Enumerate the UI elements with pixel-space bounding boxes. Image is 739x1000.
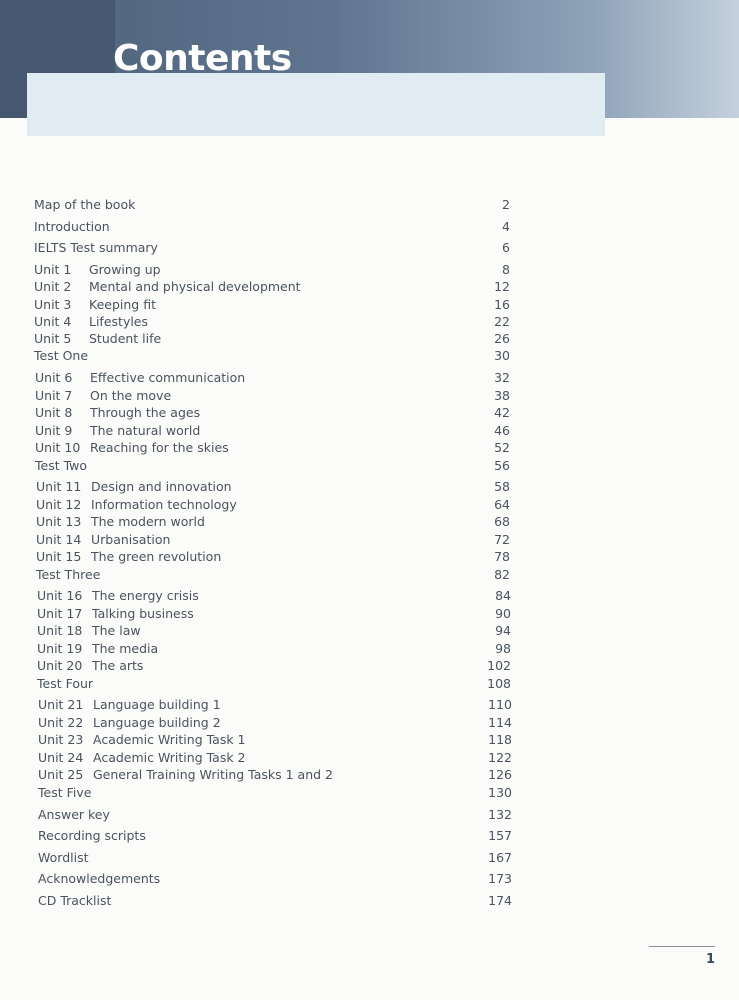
toc-unit-title: Student life [89, 331, 162, 346]
toc-entry [38, 714, 512, 732]
toc-page-number: 2 [502, 197, 510, 212]
toc-entry [38, 892, 512, 910]
toc-unit-title: The media [92, 641, 159, 656]
toc-unit-title: Mental and physical development [89, 279, 301, 294]
page-title: Contents [113, 38, 292, 79]
toc-page-number: 30 [494, 348, 510, 363]
toc-entry [35, 387, 510, 405]
toc-unit-number: Unit 23 [38, 732, 84, 747]
toc-unit-number: Unit 14 [36, 532, 82, 547]
toc-entry [34, 330, 510, 348]
toc-entry [37, 622, 511, 640]
toc-page-number: 157 [488, 828, 512, 843]
toc-unit-title: The energy crisis [92, 588, 199, 603]
toc-section-title: Test Four [37, 676, 94, 691]
toc-unit-number: Unit 25 [38, 767, 84, 782]
toc-entry [34, 347, 510, 365]
toc-entry [37, 657, 511, 675]
toc-entry [38, 696, 512, 714]
toc-unit-number: Unit 16 [37, 588, 83, 603]
toc-unit-title: Academic Writing Task 2 [93, 750, 246, 765]
toc-entry [38, 766, 512, 784]
footer-rule [649, 946, 715, 947]
toc-page-number: 26 [494, 331, 510, 346]
toc-page-number: 52 [494, 440, 510, 455]
toc-entry [38, 806, 512, 824]
toc-page-number: 68 [494, 514, 510, 529]
toc-entry [35, 369, 510, 387]
toc-section-title: Test Three [36, 567, 101, 582]
toc-unit-number: Unit 20 [37, 658, 83, 673]
toc-entry [35, 422, 510, 440]
toc-unit-title: Effective communication [90, 370, 246, 385]
toc-unit-number: Unit 18 [37, 623, 83, 638]
toc-entry [37, 605, 511, 623]
toc-unit-title: The green revolution [91, 549, 222, 564]
toc-unit-number: Unit 3 [34, 297, 72, 312]
toc-entry [34, 196, 510, 214]
toc-unit-title: Academic Writing Task 1 [93, 732, 246, 747]
page-number: 1 [706, 952, 716, 967]
toc-page-number: 4 [502, 219, 510, 234]
toc-section-title: Answer key [38, 807, 110, 822]
toc-page-number: 58 [494, 479, 510, 494]
toc-unit-title: The arts [92, 658, 144, 673]
toc-page-number: 72 [494, 532, 510, 547]
toc-unit-number: Unit 7 [35, 388, 73, 403]
toc-unit-number: Unit 2 [34, 279, 72, 294]
toc-entry [34, 218, 510, 236]
toc-page-number: 174 [488, 893, 512, 908]
toc-unit-number: Unit 11 [36, 479, 82, 494]
toc-unit-number: Unit 13 [36, 514, 82, 529]
toc-page-number: 118 [488, 732, 512, 747]
toc-entry [38, 849, 512, 867]
toc-page-number: 98 [495, 641, 511, 656]
toc-entry [36, 548, 510, 566]
toc-entry [38, 749, 512, 767]
toc-section-title: Acknowledgements [38, 871, 161, 886]
toc-section-title: Recording scripts [38, 828, 146, 843]
toc-entry [38, 784, 512, 802]
toc-unit-number: Unit 21 [38, 697, 84, 712]
toc-entry [38, 870, 512, 888]
toc-page-number: 22 [494, 314, 510, 329]
toc-section-title: Introduction [34, 219, 110, 234]
toc-unit-title: Keeping fit [89, 297, 156, 312]
toc-unit-number: Unit 1 [34, 262, 72, 277]
toc-unit-title: Through the ages [90, 405, 201, 420]
toc-entry [34, 239, 510, 257]
toc-page-number: 173 [488, 871, 512, 886]
toc-unit-title: The modern world [91, 514, 205, 529]
toc-page-number: 16 [494, 297, 510, 312]
toc-page-number: 64 [494, 497, 510, 512]
toc-page-number: 42 [494, 405, 510, 420]
toc-unit-title: General Training Writing Tasks 1 and 2 [93, 767, 333, 782]
toc-unit-title: Reaching for the skies [90, 440, 229, 455]
toc-entry [35, 404, 510, 422]
toc-page-number: 12 [494, 279, 510, 294]
toc-unit-number: Unit 24 [38, 750, 84, 765]
toc-page-number: 132 [488, 807, 512, 822]
toc-entry [38, 827, 512, 845]
toc-entry [35, 439, 510, 457]
toc-unit-number: Unit 6 [35, 370, 73, 385]
toc-page-number: 82 [494, 567, 510, 582]
toc-page-number: 110 [488, 697, 512, 712]
toc-page-number: 94 [495, 623, 511, 638]
toc-entry [37, 587, 511, 605]
toc-entry [37, 640, 511, 658]
toc-page-number: 108 [487, 676, 511, 691]
toc-page-number: 46 [494, 423, 510, 438]
toc-page-number: 90 [495, 606, 511, 621]
toc-unit-title: On the move [90, 388, 172, 403]
toc-entry [36, 496, 510, 514]
toc-unit-title: Information technology [91, 497, 237, 512]
toc-unit-title: Urbanisation [91, 532, 171, 547]
toc-unit-title: Language building 1 [93, 697, 221, 712]
toc-entry [36, 513, 510, 531]
toc-unit-number: Unit 12 [36, 497, 82, 512]
toc-page-number: 56 [494, 458, 510, 473]
toc-page-number: 8 [502, 262, 510, 277]
toc-unit-title: Lifestyles [89, 314, 149, 329]
toc-section-title: Test Two [35, 458, 88, 473]
toc-page-number: 126 [488, 767, 512, 782]
toc-unit-title: Growing up [89, 262, 161, 277]
toc-section-title: Test One [34, 348, 89, 363]
toc-entry [37, 675, 511, 693]
toc-section-title: IELTS Test summary [34, 240, 158, 255]
toc-unit-number: Unit 22 [38, 715, 84, 730]
toc-section-title: Test Five [38, 785, 92, 800]
toc-page-number: 6 [502, 240, 510, 255]
toc-unit-number: Unit 19 [37, 641, 83, 656]
toc-unit-title: The natural world [90, 423, 201, 438]
toc-entry [36, 566, 510, 584]
toc-unit-number: Unit 17 [37, 606, 83, 621]
toc-unit-number: Unit 5 [34, 331, 72, 346]
toc-unit-title: Design and innovation [91, 479, 232, 494]
toc-page-number: 78 [494, 549, 510, 564]
toc-section-title: CD Tracklist [38, 893, 112, 908]
toc-entry [36, 478, 510, 496]
toc-page-number: 32 [494, 370, 510, 385]
toc-entry [34, 278, 510, 296]
toc-page-number: 130 [488, 785, 512, 800]
toc-entry [35, 457, 510, 475]
toc-page-number: 167 [488, 850, 512, 865]
toc-entry [34, 296, 510, 314]
toc-unit-title: Talking business [92, 606, 194, 621]
toc-unit-title: The law [92, 623, 141, 638]
toc-unit-number: Unit 8 [35, 405, 73, 420]
toc-section-title: Wordlist [38, 850, 89, 865]
toc-entry [38, 731, 512, 749]
toc-page-number: 38 [494, 388, 510, 403]
toc-unit-number: Unit 9 [35, 423, 73, 438]
toc-page-number: 122 [488, 750, 512, 765]
toc-unit-number: Unit 10 [35, 440, 81, 455]
toc-page-number: 84 [495, 588, 511, 603]
toc-page-number: 114 [488, 715, 512, 730]
toc-entry [34, 313, 510, 331]
toc-entry [34, 261, 510, 279]
toc-entry [36, 531, 510, 549]
toc-section-title: Map of the book [34, 197, 136, 212]
toc-unit-title: Language building 2 [93, 715, 221, 730]
toc-unit-number: Unit 4 [34, 314, 72, 329]
toc-page-number: 102 [487, 658, 511, 673]
toc-unit-number: Unit 15 [36, 549, 82, 564]
